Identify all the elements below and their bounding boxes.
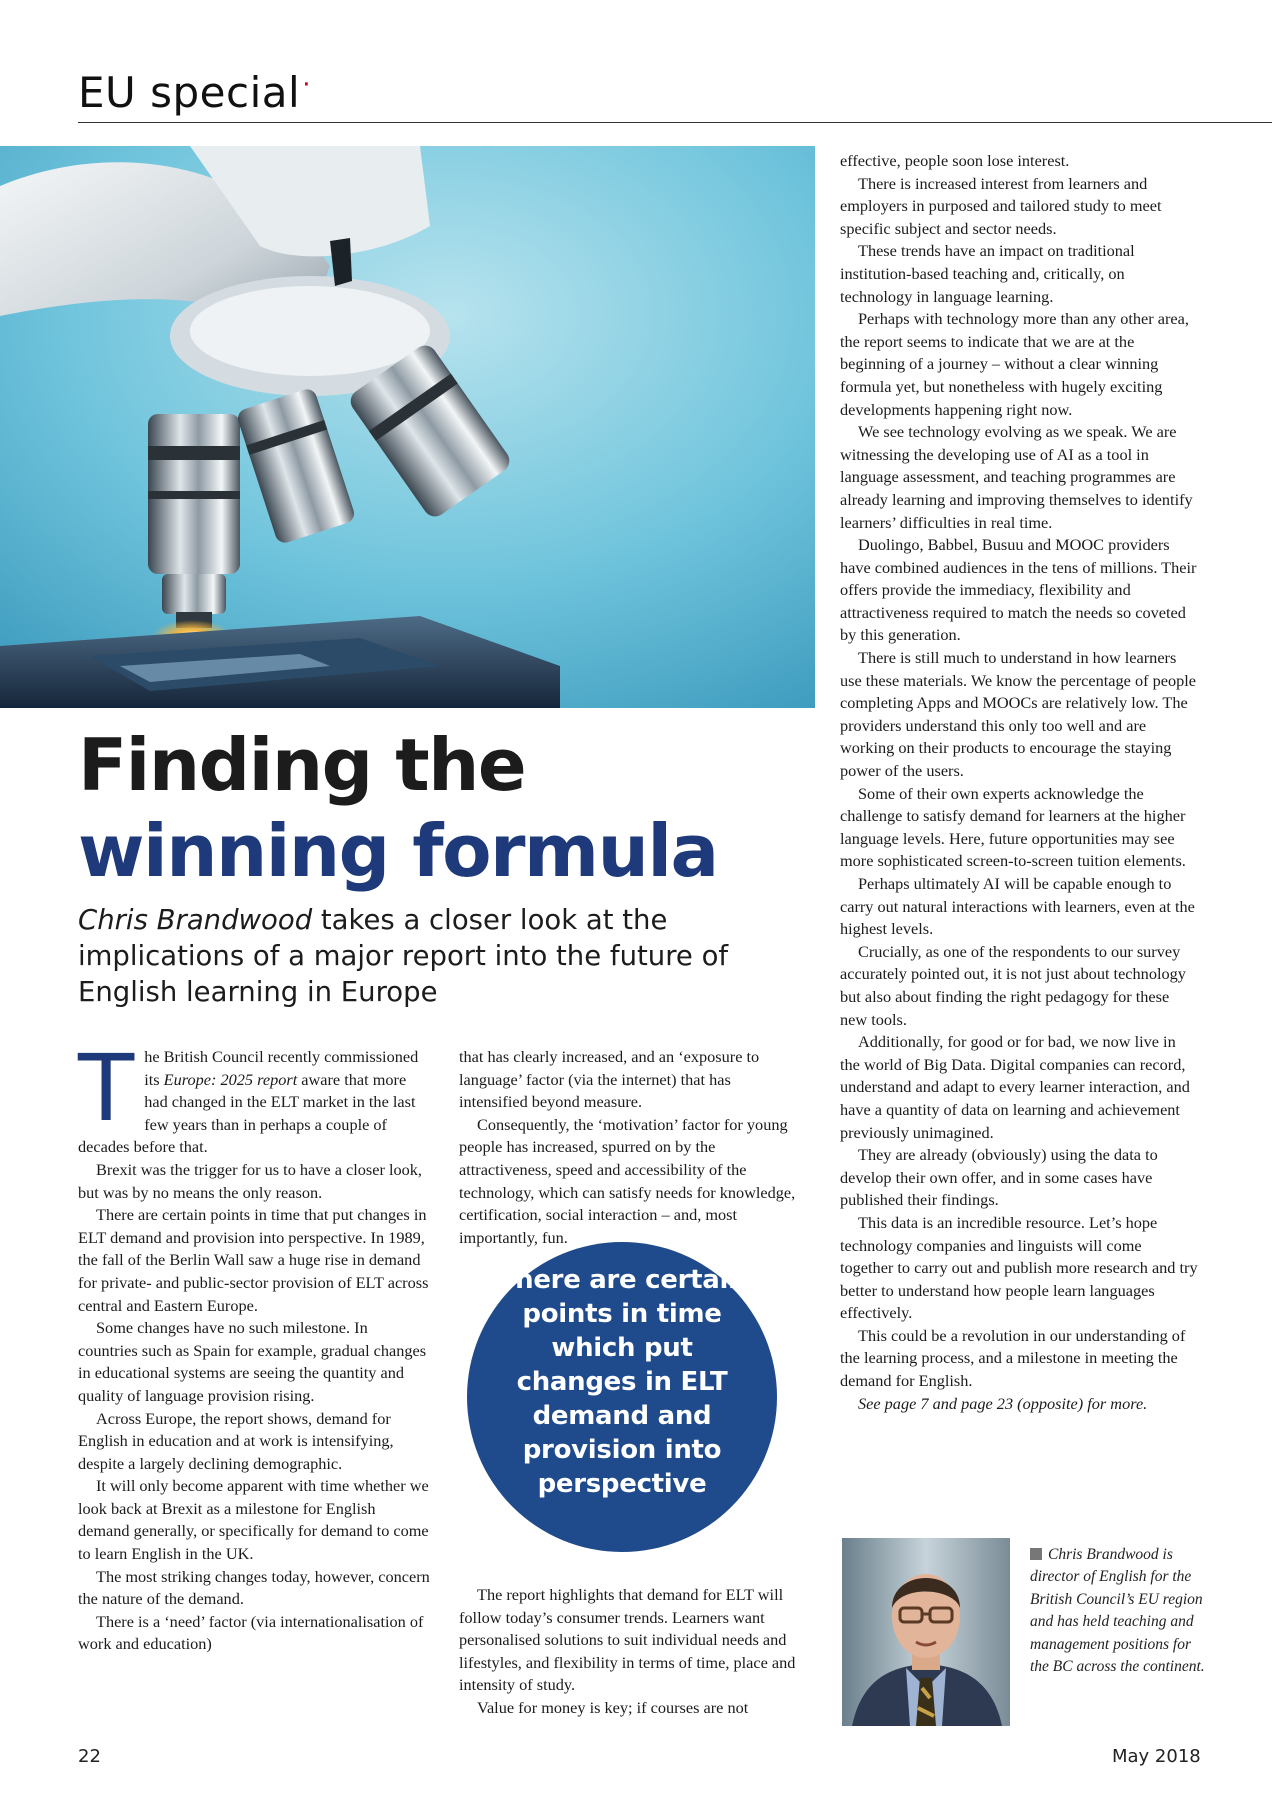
paragraph: There is increased interest from learners and employers in purposed and tailored study to meet specific subject and sector needs.	[840, 173, 1162, 238]
hero-image	[0, 146, 815, 708]
paragraph: It will only become apparent with time whether we look back at Brexit as a milestone for English demand generally, or specifically for demand to come to learn English in the UK.	[78, 1476, 429, 1564]
paragraph: These trends have an impact on traditional institution-based teaching and, critically, on technology in language learning.	[840, 241, 1135, 306]
paragraph: Across Europe, the report shows, demand for English in education and at work is intensifying, despite a largely declining demographic.	[78, 1408, 394, 1473]
issue-date: May 2018	[1112, 1746, 1201, 1767]
paragraph: Some of their own experts acknowledge the challenge to satisfy demand for learners at the higher language levels. Here, future opportunities may see more sophisticated screen-to-screen tuition elements.	[840, 783, 1186, 871]
pull-quote	[467, 1242, 777, 1552]
headline-line-1: Finding the	[78, 723, 526, 807]
paragraph: They are already (obviously) using the data to develop their own offer, and in some cases have published their findings.	[840, 1145, 1158, 1210]
paragraph: Perhaps ultimately AI will be capable enough to carry out natural interactions with learners, even at the highest levels.	[840, 874, 1195, 939]
paragraph: There is still much to understand in how learners use these materials. We know the percentage of people completing Apps and MOOCs are relatively low. The providers understand this only too well and are working on their products to encourage the staying power of the users.	[840, 648, 1196, 781]
author-photo	[842, 1538, 1010, 1726]
intro-text-a: he British Council recently commissioned its	[144, 1047, 419, 1089]
headline-line-2: winning formula	[78, 809, 718, 893]
paragraph: Consequently, the ‘motivation’ factor for young people has increased, spurred on by the attractiveness, speed and accessibility of the technology, which can satisfy needs for knowledge, certification, social interaction – and, most importantly, fun.	[459, 1114, 796, 1247]
author-portrait	[842, 1538, 1010, 1726]
author-bio-text: Chris Brandwood is director of English for the British Council’s EU region and has held teaching and management positions for the BC across the continent.	[1030, 1546, 1205, 1676]
paragraph: This data is an incredible resource. Let’s hope technology companies and linguists will come together to carry out and publish more research and try better to understand how people learn languages effectively.	[840, 1212, 1198, 1323]
paragraph: The most striking changes today, however, concern the nature of the demand.	[78, 1566, 430, 1609]
section-label	[78, 68, 311, 117]
body-column-3	[840, 150, 1198, 1415]
paragraph: Crucially, as one of the respondents to our survey accurately pointed out, it is not just about technology but also about finding the right pedagogy for these new tools.	[840, 941, 1186, 1029]
section-dot: ·	[302, 70, 311, 100]
paragraph: The report highlights that demand for ELT will follow today’s consumer trends. Learners want personalised solutions to suit individual needs and lifestyles, and flexibility in terms of time, place and intensity of study.	[459, 1585, 796, 1695]
standfirst-author: Chris Brandwood	[78, 904, 313, 936]
paragraph: Some changes have no such milestone. In countries such as Spain for example, gradual changes in educational systems are seeing the quantity and quality of language provision rising.	[78, 1318, 427, 1405]
article-headline	[78, 722, 798, 894]
standfirst	[78, 902, 778, 1010]
report-title: Europe: 2025 report	[163, 1069, 298, 1089]
intro-text-b: aware that more had changed in the ELT market in the last few years than in perhaps a couple of decades before that.	[78, 1069, 416, 1157]
intro-paragraph	[78, 1035, 430, 1159]
see-more-note: See page 7 and page 23 (opposite) for more.	[858, 1393, 1148, 1413]
drop-cap: T	[78, 1035, 135, 1142]
microscope-illustration	[0, 146, 815, 708]
paragraph: We see technology evolving as we speak. We are witnessing the developing use of AI as a tool in language assessment, and teaching programmes are already learning and improving themselves to identify learners’ difficulties in real time.	[840, 422, 1193, 532]
page-number: 22	[78, 1746, 101, 1767]
section-title: EU special	[78, 68, 301, 117]
author-bio	[1030, 1544, 1208, 1678]
body-column-2-bottom	[459, 1584, 799, 1720]
standfirst-text: takes a closer look at the implications of a major report into the future of English learning in Europe	[78, 904, 729, 1008]
paragraph: This could be a revolution in our understanding of the learning process, and a milestone in meeting the demand for English.	[840, 1325, 1186, 1391]
paragraph: Additionally, for good or for bad, we now live in the world of Big Data. Digital companies can record, understand and adapt to every learner interaction, and have a quantity of data on learning and achievement previously unimagined.	[840, 1032, 1190, 1142]
paragraph: Duolingo, Babbel, Busuu and MOOC providers have combined audiences in the tens of millions. Their offers provide the immediacy, flexibility and attractiveness required to match the needs so coveted by this generation.	[840, 535, 1197, 645]
body-column-2-top	[459, 1046, 799, 1249]
pull-quote-text: There are certain points in time which put changes in ELT demand and provision into perspective	[497, 1265, 747, 1499]
body-column-1	[78, 1035, 430, 1656]
paragraph: There are certain points in time that put changes in ELT demand and provision into perspective. In 1989, the fall of the Berlin Wall saw a huge rise in demand for private- and public-sector provision of ELT across central and Eastern Europe.	[78, 1205, 429, 1315]
paragraph: Brexit was the trigger for us to have a closer look, but was by no means the only reason.	[78, 1159, 422, 1202]
paragraph: There is a ‘need’ factor (via internationalisation of work and education)	[78, 1611, 424, 1654]
header-rule	[78, 122, 1272, 123]
paragraph: effective, people soon lose interest.	[840, 151, 1070, 170]
paragraph: that has clearly increased, and an ‘exposure to language’ factor (via the internet) that has intensified beyond measure.	[459, 1047, 760, 1112]
paragraph: Perhaps with technology more than any other area, the report seems to indicate that we are at the beginning of a journey – without a clear winning formula yet, but nonetheless with hugely exciting developments happening right now.	[840, 309, 1189, 419]
bio-marker-icon	[1030, 1548, 1042, 1560]
paragraph: Value for money is key; if courses are not	[477, 1697, 749, 1717]
